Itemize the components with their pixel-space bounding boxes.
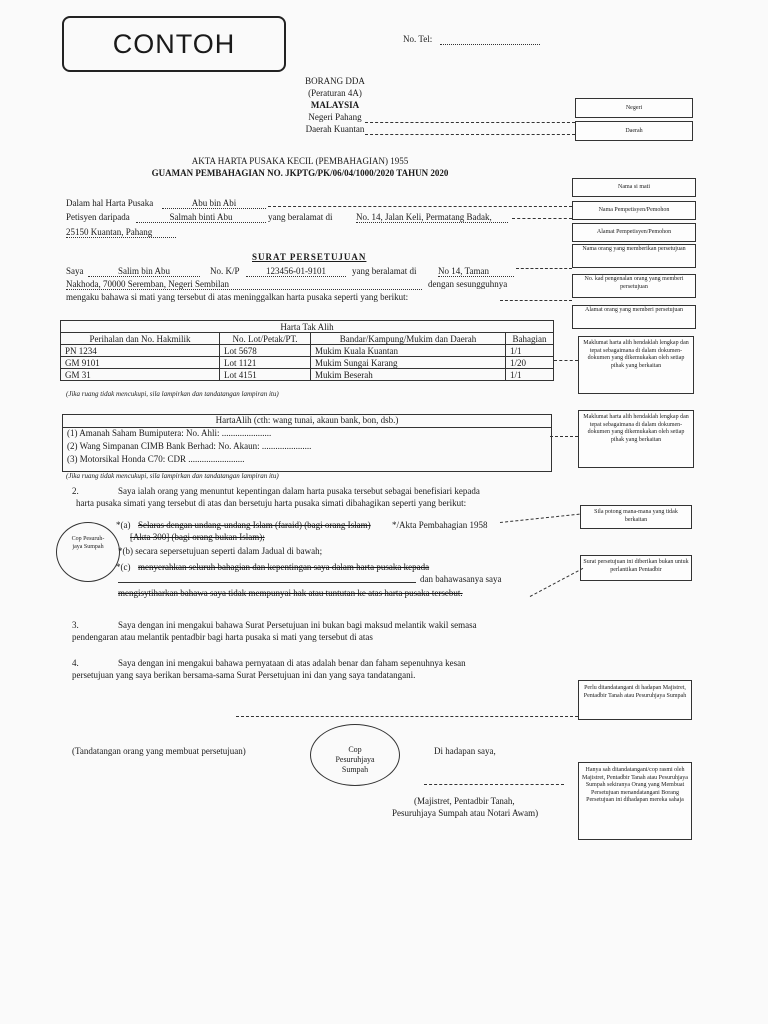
consenter-address-2: Nakhoda, 70000 Seremban, Negeri Sembilan — [66, 279, 422, 290]
note-nama-si-mati: Nama si mati — [572, 178, 696, 197]
sesungguhnya: dengan sesungguhnya — [428, 279, 508, 289]
para3-line2: pendengaran atau melantik pentadbir bagi harta pusaka si mati yang tersebut di atas — [72, 632, 373, 642]
case-number: GUAMAN PEMBAHAGIAN NO. JKPTG/PK/06/04/1000/2020 TAHUN 2020 — [151, 168, 449, 178]
commissioner-stamp-text: Cop Pesuruhjaya Sumpah — [335, 745, 375, 774]
option-a-mark: *(a) — [116, 520, 131, 530]
note-perlu-ditandatangani: Perlu ditandatangani di hadapan Majistret, Pentadbir Tanah atau Pesuruhjaya Sumpah — [578, 680, 692, 720]
note-nama-pempetisyen: Nama Pempetisyen/Pemohon — [572, 201, 696, 220]
table-cell: Mukim Beserah — [311, 369, 506, 381]
note-no-kp: No. kad pengenalan orang yang memberi persetujuan — [572, 274, 696, 298]
option-b: *(b) secara sepersetujuan seperti dalam Jadual di bawah; — [118, 546, 323, 556]
table-row — [61, 345, 554, 357]
note-hanya-sah: Hanya sah ditandatangani/cop rasmi oleh Majistret, Pentadbir Tanah atau Pesuruhjaya Sumpah sekiranya Orang yang Membuat Persetujuan menandatangani Borang Persetujuan ini dihadapan mereka sahaja — [578, 762, 692, 840]
small-stamp — [56, 522, 120, 582]
consenter-ic: 123456-01-9101 — [246, 266, 346, 277]
leader-si-mati — [268, 206, 572, 207]
regulation: (Peraturan 4A) — [308, 88, 362, 98]
signature-leader — [236, 716, 578, 717]
officer-title-1: (Majistret, Pentadbir Tanah, — [414, 796, 515, 806]
state-line — [365, 122, 575, 123]
option-a-line2: [Akta 300] (bagi orang bukan Islam); — [130, 532, 265, 542]
movable-box — [62, 414, 552, 472]
option-c-mark: *(c) — [116, 562, 131, 572]
col-perihalan: Perihalan dan No. Hakmilik — [61, 333, 220, 345]
consenter-address-label: yang beralamat di — [352, 266, 417, 276]
leader-potong — [500, 514, 580, 523]
movable-title: HartaAlih (cth: wang tunai, akaun bank, bon, dsb.) — [63, 415, 551, 428]
deceased-name: Abu bin Abi — [162, 198, 266, 209]
para3-number: 3. — [72, 620, 79, 630]
phone-label: No. Tel: — [403, 34, 433, 44]
contoh-stamp: CONTOH — [62, 16, 286, 72]
note-daerah: Daerah — [575, 121, 693, 141]
note-nama-pemberi: Nama orang yang memberikan persetujuan — [572, 244, 696, 268]
table-cell: Lot 5678 — [220, 345, 311, 357]
leader-pempetisyen — [512, 218, 572, 219]
para4-number: 4. — [72, 658, 79, 668]
consent-title: SURAT PERSETUJUAN — [252, 252, 367, 262]
petitioner-name: Salmah binti Abu — [136, 212, 266, 223]
signatory-caption: (Tandatangan orang yang membuat persetujuan) — [72, 746, 246, 756]
note-potong: Sila potong mana-mana yang tidak berkaitan — [580, 505, 692, 529]
form-name: BORANG DDA — [305, 76, 365, 86]
consenter-name: Salim bin Abu — [88, 266, 200, 277]
table-cell: GM 31 — [61, 369, 220, 381]
movable-item: (3) Motorsikal Honda C70: CDR ......................... — [67, 454, 245, 464]
immovable-table — [60, 320, 554, 381]
petitioner-address-2: 25150 Kuantan, Pahang — [66, 227, 176, 238]
declaration-text: mengaku bahawa si mati yang tersebut di atas meninggalkan harta pusaka seperti yang berikut: — [66, 292, 409, 302]
table-cell: 1/20 — [506, 357, 554, 369]
address-label: yang beralamat di — [268, 212, 333, 222]
saya-label: Saya — [66, 266, 84, 276]
para2-line1: Saya ialah orang yang menuntut kepentingan dalam harta pusaka tersebut sebagai benefisiari kepada — [118, 486, 480, 496]
note-maklumat-tak-alih: Maklumat harta alih hendaklah lengkap dan tepat sebagaimana di dalam dokumen-dokumen yang dikemukakan oleh setiap pihak yang berkaitan — [578, 336, 694, 394]
act-title: AKTA HARTA PUSAKA KECIL (PEMBAHAGIAN) 1955 — [191, 156, 409, 166]
leader-tak-alih — [554, 360, 578, 361]
leader-alih — [550, 436, 578, 437]
officer-signature-line — [424, 784, 564, 785]
option-a-struck: Selaras dengan undang-undang Islam (faraid) (bagi orang Islam) — [138, 520, 371, 530]
immovable-footnote: (Jika ruang tidak mencukupi, sila lampirkan dan tandatangan lampiran itu) — [66, 390, 279, 398]
table-cell: 1/1 — [506, 345, 554, 357]
petitioner-address-1: No. 14, Jalan Keli, Permatang Badak, — [356, 212, 508, 223]
immovable-title: Harta Tak Alih — [61, 321, 554, 333]
option-c-blank — [118, 582, 416, 583]
estate-label: Dalam hal Harta Pusaka — [66, 198, 154, 208]
country: MALAYSIA — [310, 100, 360, 110]
table-cell: Mukim Sungai Karang — [311, 357, 506, 369]
table-cell: PN 1234 — [61, 345, 220, 357]
phone-line — [440, 44, 540, 45]
para4-line2: persetujuan yang saya berikan bersama-sama Surat Persetujuan ini dan yang saya tandatangani. — [72, 670, 416, 680]
note-maklumat-alih: Maklumat harta alih hendaklah lengkap dan tepat sebagaimana di dalam dokumen-dokumen yang dikemukakan oleh setiap pihak yang berkaitan — [578, 410, 694, 468]
table-row — [61, 357, 554, 369]
note-bukan-pentadbir: Surat persetujuan ini diberikan bukan untuk perlantikan Pentadbir — [580, 555, 692, 581]
consenter-address-1: No 14, Taman — [438, 266, 514, 277]
note-negeri: Negeri — [575, 98, 693, 118]
ic-label: No. K/P — [210, 266, 240, 276]
para3-line1: Saya dengan ini mengakui bahawa Surat Persetujuan ini bukan bagi maksud melantik wakil semasa — [118, 620, 477, 630]
col-lot: No. Lot/Petak/PT. — [220, 333, 311, 345]
movable-item: (1) Amanah Saham Bumiputera: No. Ahli: ...................... — [67, 428, 272, 438]
option-c-rest: dan bahawasanya saya — [420, 574, 502, 584]
note-alamat-pempetisyen: Alamat Pempetisyen/Pemohon — [572, 223, 696, 242]
table-cell: Lot 4151 — [220, 369, 311, 381]
table-cell: Mukim Kuala Kuantan — [311, 345, 506, 357]
movable-item: (2) Wang Simpanan CIMB Bank Berhad: No. Akaun: ...................... — [67, 441, 312, 451]
table-row — [61, 369, 554, 381]
table-cell: GM 9101 — [61, 357, 220, 369]
col-bahagian: Bahagian — [506, 333, 554, 345]
leader-alamat — [500, 300, 572, 301]
para2-line2: harta pusaka simati yang tersebut di atas dan bersetuju harta pusaka simati dibahagikan seperti yang berikut: — [76, 498, 467, 508]
before-me: Di hadapan saya, — [434, 746, 496, 756]
commissioner-stamp — [310, 724, 400, 786]
para2-number: 2. — [72, 486, 79, 496]
petition-label: Petisyen daripada — [66, 212, 130, 222]
district-line — [365, 134, 575, 135]
option-a-rest: */Akta Pembahagian 1958 — [392, 520, 488, 530]
district-value: Daerah Kuantan — [305, 124, 365, 134]
state-value: Negeri Pahang — [308, 112, 362, 122]
table-cell: Lot 1121 — [220, 357, 311, 369]
table-cell: 1/1 — [506, 369, 554, 381]
option-c-struck: menyerahkan seluruh bahagian dan kepentingan saya dalam harta pusaka kepada — [138, 562, 430, 572]
note-alamat-pemberi: Alamat orang yang memberi persetujuan — [572, 305, 696, 329]
small-stamp-text: Cop Pesuruh-jaya Sumpah — [71, 536, 105, 550]
col-mukim: Bandar/Kampung/Mukim dan Daerah — [311, 333, 506, 345]
officer-title-2: Pesuruhjaya Sumpah atau Notari Awam) — [392, 808, 539, 818]
leader-pemberi — [516, 268, 572, 269]
option-c-line3: mengisytiharkan bahawa saya tidak mempunyai hak atau tuntutan ke atas harta pusaka tersebut. — [118, 588, 463, 598]
movable-footnote: (Jika ruang tidak mencukupi, sila lampirkan dan tandatangan lampiran itu) — [66, 472, 279, 480]
para4-line1: Saya dengan ini mengakui bahawa pernyataan di atas adalah benar dan faham sepenuhnya kesan — [118, 658, 466, 668]
leader-bukan-pentadbir — [530, 568, 583, 597]
